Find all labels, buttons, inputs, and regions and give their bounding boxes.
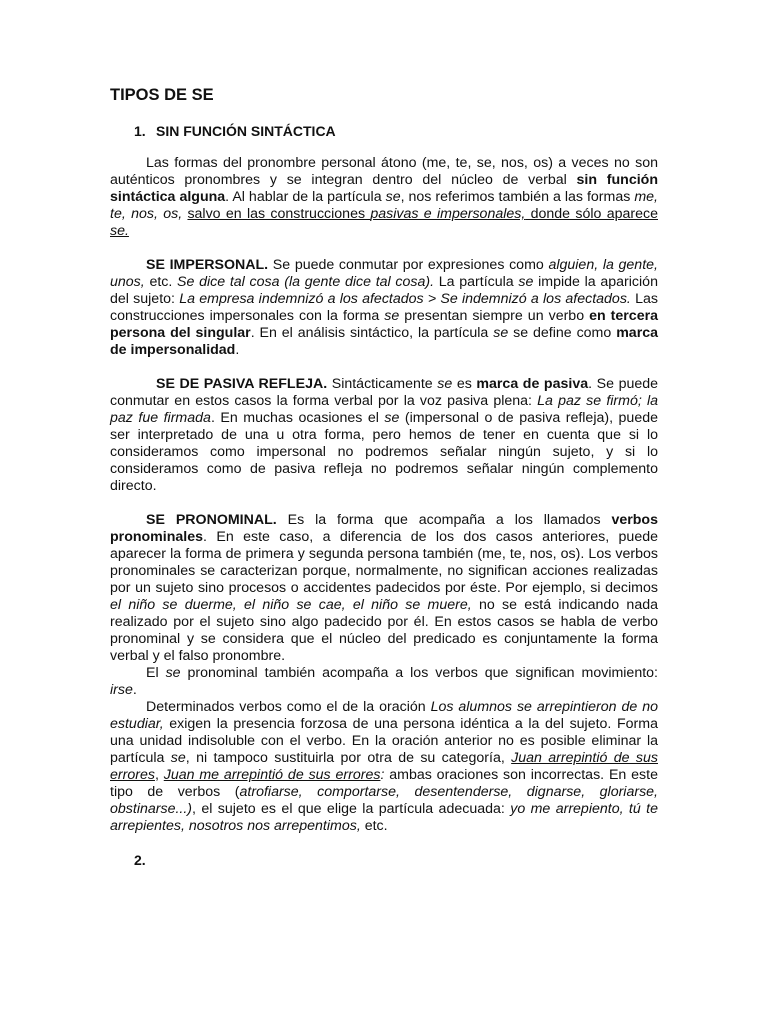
text: . Se puede conmutar en estos casos la forma verbal por la voz pasiva plena: [110,376,659,409]
bold-text: marca de impersonalidad [110,325,658,358]
paragraph-se-impersonal [110,257,658,359]
italic-text: se [493,325,509,341]
text: Las construcciones impersonales con la forma [110,291,658,324]
bold-text: marca de pasiva [476,376,589,392]
text: . En el análisis sintáctico, la partícula [250,325,494,341]
text: etc. [360,818,388,834]
text: Es la forma que acompaña a los llamados [276,512,612,528]
bold-text: sin función sintáctica alguna [110,172,658,205]
text: no se está indicando nada realizado por el sujeto sino algo padecido por él. En estos casos se habla de verbo pronominal y se considera que el núcleo del predicado es conjuntamente la forma verbal y el falso pronombre. [110,597,658,664]
text: , el sujeto es el que elige la partícula adecuada: [192,801,511,817]
text: se define como [508,325,617,341]
section-2-heading: 2. [134,852,146,868]
italic-text: se [165,665,181,681]
text: exigen la presencia forzosa de una persona idéntica a la del sujeto. Forma una unidad indisoluble con el verbo. En la oración anterior no es posible eliminar la partícula [110,716,658,766]
bold-text: en tercera persona del singular [110,308,659,341]
text: salvo en las construcciones [187,206,371,222]
text: . [132,682,137,698]
paragraph-pasiva-refleja [110,376,658,495]
text: . Al hablar de la partícula [225,189,386,205]
italic-text: atrofiarse, comportarse, desentenderse, dignarse, gloriarse, obstinarse...) [110,784,658,817]
subsection-heading: SE IMPERSONAL. [146,257,269,273]
paragraph-se-pronominal [110,512,658,665]
text: donde sólo aparece [525,206,658,222]
section-1-heading [110,123,658,139]
italic-text: La empresa indemnizó a los afectados > Se indemnizó a los afectados. [179,291,631,307]
text: presentan siempre un verbo [399,308,590,324]
italic-text: La paz se firmó; la paz fue firmada [110,393,658,426]
text: El [146,665,166,681]
text: , nos referimos también a las formas [400,189,635,205]
text: , ni tampoco sustituirla por otra de su categoría, [185,750,512,766]
text: Determinados verbos como el de la oración [146,699,431,715]
italic-text: alguien, la gente, unos, [110,257,658,290]
italic-text: pasivas e impersonales, [370,206,526,222]
italic-text: se [170,750,186,766]
text: Se puede conmutar por expresiones como [268,257,549,273]
text: . En este caso, a diferencia de los dos casos anteriores, puede aparecer la forma de primera y segunda persona también (me, te, nos, os). Los verbos pronominales se caracterizan porque, normalmente, no significan acciones realizadas por un sujeto sino procesos o accidentes padecidos por éste. Por ejemplo, si decimos [110,529,658,596]
paragraph-sin-funcion [110,155,658,240]
bold-text: verbos pronominales [110,512,658,545]
underlined-example: Juan me arrepintió de sus errores [163,767,381,783]
italic-text: se [518,274,534,290]
section-1-number: 1. [134,123,146,139]
text: impide la aparición del sujeto: [110,274,658,307]
text: . [235,342,240,358]
text: (impersonal o de pasiva refleja), puede ser interpretado de una u otra forma, pero hemos de tener en cuenta que si lo consideramos como impersonal no podremos señalar ningún sujeto, y si lo consideramos como de pasiva refleja no podremos señalar ningún complemento directo. [110,410,658,494]
italic-text: Los alumnos se arrepintieron de no estudiar, [110,699,658,732]
italic-text: el niño se duerme, el niño se cae, el niño se muere, [110,597,472,613]
text: La partícula [434,274,519,290]
subsection-heading: SE PRONOMINAL. [146,512,277,528]
underlined-example: Juan arrepintió de sus errores [110,750,658,783]
text: Sintácticamente [327,376,438,392]
underlined-phrase [110,206,658,239]
italic-text: se [384,410,400,426]
text: ambas oraciones son incorrectas. En este tipo de verbos ( [110,767,658,800]
paragraph-determinados-verbos [110,699,658,835]
italic-text: yo me arrepiento, tú te arrepientes, nosotros nos arrepentimos, [110,801,658,834]
section-1-title: SIN FUNCIÓN SINTÁCTICA [156,123,336,139]
italic-text: se [384,308,400,324]
text: etc. [144,274,178,290]
text: Las formas del pronombre personal átono (me, te, se, nos, os) a veces no son auténticos pronombres y se integran dentro del núcleo de verbal [110,155,658,188]
text: , [154,767,164,783]
text: pronominal también acompaña a los verbos que significan movimiento: [180,665,658,681]
italic-text: Se dice tal cosa (la gente dice tal cosa). [177,274,435,290]
italic-text: se [385,189,401,205]
text: . En muchas ocasiones el [210,410,385,426]
italic-text: irse [110,682,133,698]
subsection-heading: SE DE PASIVA REFLEJA. [156,376,328,392]
italic-text: : [380,767,385,783]
text: es [452,376,477,392]
italic-text: se. [110,223,129,239]
italic-text: me, te, nos, os, [110,189,658,222]
paragraph-movimiento [110,665,658,699]
italic-text: se [437,376,453,392]
page-title: TIPOS DE SE [110,86,214,104]
